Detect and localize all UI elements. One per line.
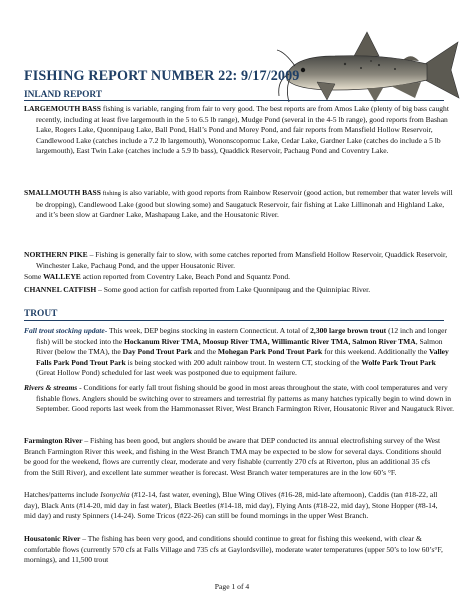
stocking-highlight: 2,300 large brown trout (310, 326, 387, 335)
fall-stocking-text: (12 inch and longer fish) will be stocked into the (36, 326, 447, 346)
rivers-streams-text: - Conditions for early fall trout fishing should be good in most areas throughout the state, with cool temperatures and very fishable flows. Anglers should be switching over to streamers and terrestrial fly patterns as many hatches typically begin to wind down in September. Good reports last week from the Hammonasset River, West Branch Farmington River, Housatonic River and Naugatuck River. (36, 383, 455, 413)
farmington-river-text: – Fishing has been good, but anglers should be aware that DEP conducted its annual electrofishing survey of the West Branch Farmington River this week, and fishing in the West Branch TMA may be expected to be slow for several days. Conditions should be good for the weekend, flows are currently clear, moderate and very fishable (currently 270 cfs at Riverton, plus an additional 35 cfs from the Still River), and excellent late summer weather is forecast. West Branch water temperatures are in the low 60’s °F. (24, 436, 442, 477)
section-divider (24, 100, 444, 101)
isonychia-label: Isonychia (100, 490, 130, 499)
channel-catfish-paragraph (24, 285, 456, 296)
fall-stocking-text: (Great Hollow Pond) scheduled for last week was postponed due to equipment failure. (36, 368, 297, 377)
walleye-label: WALLEYE (43, 272, 81, 281)
housatonic-river-label: Housatonic River (24, 534, 81, 543)
hatches-text: (#12-14, fast water, evening), Blue Wing Olives (#16-28, mid-late afternoon), Caddis (tan #18-22, all day), Black Ants (#14-20, mid day in fast water), Black Beetles (#14-18, mid day), Flying Ants (#18-22, mid day), Stone Hopper (#8-14, mid day) and rusty Spinners (14-24). Some Tricos (#22-26) can still be found mornings in the upper West Branch. (24, 490, 438, 520)
stocking-highlight: Day Pond Trout Park (122, 347, 193, 356)
stocking-highlight: Mohegan Park Pond Trout Park (217, 347, 323, 356)
channel-catfish-label: CHANNEL CATFISH (24, 285, 97, 294)
fall-stocking-text: and the (192, 347, 218, 356)
trout-heading: TROUT (24, 309, 58, 319)
northern-pike-label: NORTHERN PIKE (24, 250, 88, 259)
section-divider (24, 320, 444, 321)
walleye-paragraph (24, 272, 456, 283)
fall-stocking-text: , Salmon River (below the TMA), the (36, 336, 443, 356)
walleye-text: action reported from Coventry Lake, Beach Pond and Squantz Pond. (80, 272, 290, 281)
fall-stocking-text: This week, DEP begins stocking in eastern Connecticut. A total of (107, 326, 311, 335)
hatches-paragraph (24, 490, 444, 522)
largemouth-bass-paragraph (24, 104, 456, 157)
housatonic-river-text: – The fishing has been very good, and conditions should continue to great for fishing this weekend, with clear & comfortable flows (currently 570 cfs at Falls Village and 735 cfs at Gaylordsville), moderate water temperatures (upper 50’s to low 60’s°F, mornings), and 11,500 trout (24, 534, 443, 564)
farmington-river-label: Farmington River (24, 436, 83, 445)
rivers-streams-label: Rivers & streams (24, 383, 78, 392)
stocking-highlight: Wolfe Park Trout Park (361, 357, 436, 367)
page-number: Page 1 of 4 (214, 582, 250, 591)
largemouth-bass-label: LARGEMOUTH BASS (24, 104, 101, 113)
report-title: FISHING REPORT NUMBER 22: 9/17/2009 (24, 68, 300, 84)
fall-stocking-label: Fall trout stocking update- (24, 326, 108, 335)
smallmouth-bass-label: SMALLMOUTH BASS (24, 188, 101, 197)
smallmouth-bass-text: is also variable, with good reports from Rainbow Reservoir (good action, but remember that water levels will be dropping), Candlewood Lake (good but slowing some) and Saugatuck Reservoir, fair fishing at Lake Lillinonah and Highland Lake, and it’s been slow at Gardner Lake, Mashapaug Lake, and the Housatonic River. (36, 188, 453, 219)
fall-stocking-text: for this weekend. Additionally the (322, 347, 429, 356)
inland-report-heading: INLAND REPORT (24, 90, 103, 100)
smallmouth-bass-paragraph (24, 188, 456, 221)
stocking-highlight: Valley Falls Park Pond Trout Park (36, 347, 449, 367)
northern-pike-paragraph (24, 250, 456, 271)
smallmouth-small-word: fishing (100, 190, 121, 197)
farmington-river-paragraph (24, 436, 444, 478)
stocking-highlight: Hockanum River TMA, Moosup River TMA, Willimantic River TMA, Salmon River TMA (124, 336, 416, 346)
largemouth-bass-text: fishing is variable, ranging from fair to very good. The best reports are from Amos Lake (plenty of big bass caught recently, including at least five largemouth in the 5 to 6.5 lb range), Mudge Pond (several in the 4-5 lb range), good reports from Bashan Lake, Rogers Lake, Quonnipaug Lake, Ball Pond, Hall’s Pond and Morey Pond, and fair reports from Mansfield Hollow Reservoir, Candlewood Lake (catches include a 7.2 lb largemouth), Wononscopomuc Lake, Cedar Lake, Gardner Lake (catches do include a 5 lb largemouth), East Twin Lake (catches include a 5.9 lb bass), Quaddick Reservoir, Pachaug Pond and Coventry Lake. (36, 104, 449, 155)
walleye-pre: Some (24, 272, 44, 281)
fall-stocking-text: is being stocked with 200 adult rainbow trout. In western CT, stocking of the (125, 357, 362, 367)
housatonic-river-paragraph (24, 534, 444, 566)
fall-stocking-paragraph (24, 326, 456, 379)
hatches-text: Hatches/patterns include (24, 490, 101, 499)
channel-catfish-text: – Some good action for catfish reported from Lake Quonnipaug and the Quinnipiac River. (96, 285, 371, 294)
rivers-streams-paragraph (24, 383, 456, 415)
northern-pike-text: – Fishing is generally fair to slow, with some catches reported from Mansfield Hollow Reservoir, Quaddick Reservoir, Winchester Lake, Pachaug Pond, and the upper Housatonic River. (36, 250, 448, 270)
